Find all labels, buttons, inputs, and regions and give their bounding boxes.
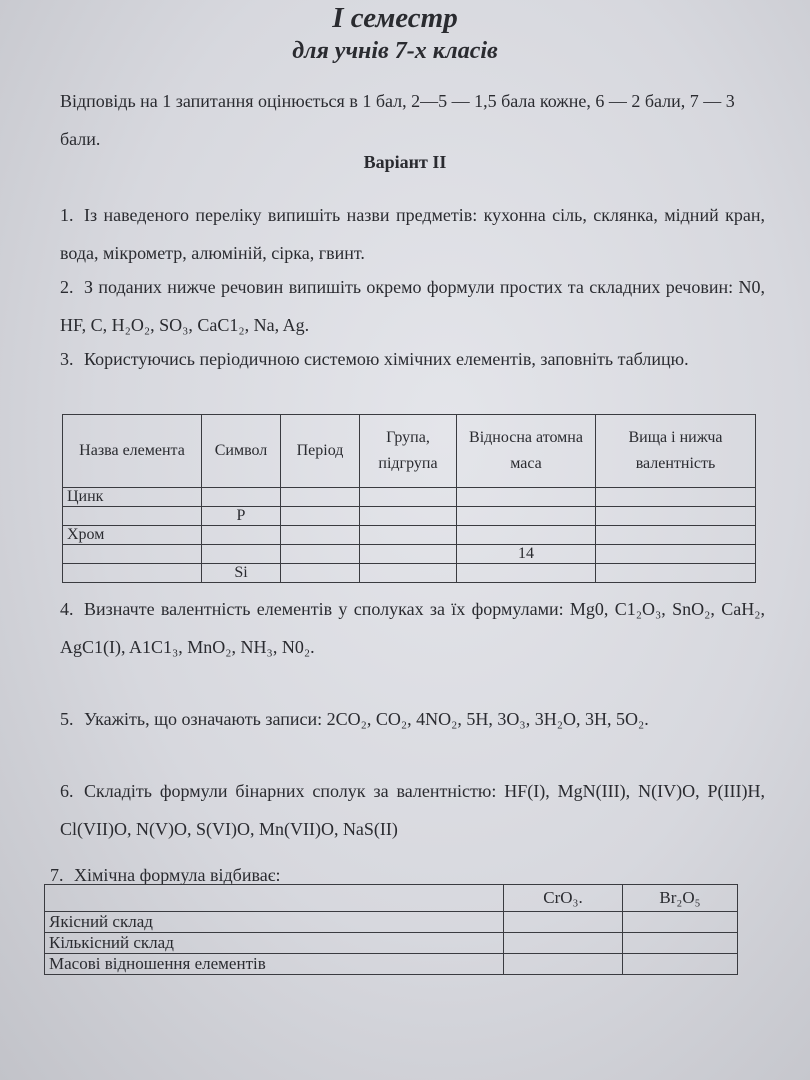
table-cell (596, 507, 756, 526)
table-cell (596, 545, 756, 564)
question-text: З поданих нижче речовин випишіть окремо формули простих та складних речовин: N0, HF, C, H₂O₂, SO₃, CaC1₂, Na, Ag. (60, 277, 765, 335)
question-number: 1. (60, 205, 74, 225)
table-row (63, 526, 756, 545)
question-1 (60, 196, 765, 272)
table-cell (623, 912, 738, 933)
question-number: 4. (60, 599, 74, 619)
table-cell: Хром (63, 526, 202, 545)
column-header: CrO₃. (504, 885, 623, 912)
table-cell (596, 488, 756, 507)
question-text: Складіть формули бінарних сполук за валентністю: HF(I), MgN(III), N(IV)O, P(III)H, Cl(VII)O, N(V)O, S(VI)O, Mn(VII)O, NaS(II) (60, 781, 765, 839)
table-cell (281, 488, 360, 507)
question-text: Хімічна формула відбиває: (74, 865, 281, 885)
table-header-row (63, 415, 756, 488)
table-cell (623, 954, 738, 975)
table-cell (281, 526, 360, 545)
question-3 (60, 340, 765, 378)
question-4 (60, 590, 765, 666)
table-cell (457, 507, 596, 526)
question-text: Користуючись періодичною системою хімічних елементів, заповніть таблицю. (84, 349, 689, 369)
scoring-note: Відповідь на 1 запитання оцінюється в 1 бал, 2—5 — 1,5 бала кожне, 6 — 2 бали, 7 — 3 бали. (60, 91, 735, 149)
question-number: 6. (60, 781, 74, 801)
table-cell (202, 545, 281, 564)
table-header-row (45, 885, 738, 912)
elements-table (62, 414, 756, 583)
row-label: Кількісний склад (45, 933, 504, 954)
table-cell (596, 564, 756, 583)
page-subtitle: для учнів 7-х класів (292, 38, 498, 64)
question-6 (60, 772, 765, 848)
question-text: Укажіть, що означають записи: 2CO₂, CO₂, 4NO₂, 5H, 3O₃, 3H₂O, 3H, 5O₂. (84, 709, 649, 729)
table-cell (360, 488, 457, 507)
table-cell (281, 545, 360, 564)
table-cell (281, 507, 360, 526)
table-row (45, 933, 738, 954)
table-row (63, 545, 756, 564)
table-cell: Цинк (63, 488, 202, 507)
column-header: Вища і нижча валентність (596, 415, 756, 488)
column-header: Назва елемента (63, 415, 202, 488)
table-row (63, 507, 756, 526)
table-cell: 14 (457, 545, 596, 564)
table-cell (202, 526, 281, 545)
table-cell (202, 488, 281, 507)
table-cell (457, 526, 596, 545)
row-label: Масові відношення елементів (45, 954, 504, 975)
column-header: Група, підгрупа (360, 415, 457, 488)
row-label: Якісний склад (45, 912, 504, 933)
question-5 (60, 700, 765, 738)
table-cell (504, 912, 623, 933)
column-header: Період (281, 415, 360, 488)
question-number: 2. (60, 277, 74, 297)
question-text: Визначте валентність елементів у сполуках за їх формулами: Mg0, C1₂O₃, SnO₂, CaH₂, AgC1(I), A1C1₃, MnO₂, NH₃, N0₂. (60, 599, 765, 657)
table-row (45, 954, 738, 975)
table-cell (504, 954, 623, 975)
table-cell (457, 564, 596, 583)
question-number: 7. (50, 865, 64, 885)
question-text: Із наведеного переліку випишіть назви предметів: кухонна сіль, склянка, мідний кран, вода, мікрометр, алюміній, сірка, гвинт. (60, 205, 765, 263)
table-row (63, 564, 756, 583)
question-2 (60, 268, 765, 344)
variant-heading: Варіант II (363, 152, 447, 172)
table-cell: Si (202, 564, 281, 583)
column-header: Br₂O₅ (623, 885, 738, 912)
table-cell (596, 526, 756, 545)
table-cell (457, 488, 596, 507)
question-number: 5. (60, 709, 74, 729)
table-cell: P (202, 507, 281, 526)
table-cell (504, 933, 623, 954)
table-row (63, 488, 756, 507)
table-cell (623, 933, 738, 954)
formula-table (44, 884, 738, 975)
table-cell (360, 564, 457, 583)
page-title: І семестр (332, 2, 458, 34)
table-cell (360, 507, 457, 526)
table-cell (63, 564, 202, 583)
table-row (45, 912, 738, 933)
table-cell (281, 564, 360, 583)
table-cell (63, 545, 202, 564)
table-cell (63, 507, 202, 526)
table-cell (360, 545, 457, 564)
column-header: Символ (202, 415, 281, 488)
column-header: Відносна атомна маса (457, 415, 596, 488)
question-number: 3. (60, 349, 74, 369)
table-cell (360, 526, 457, 545)
table-cell (45, 885, 504, 912)
